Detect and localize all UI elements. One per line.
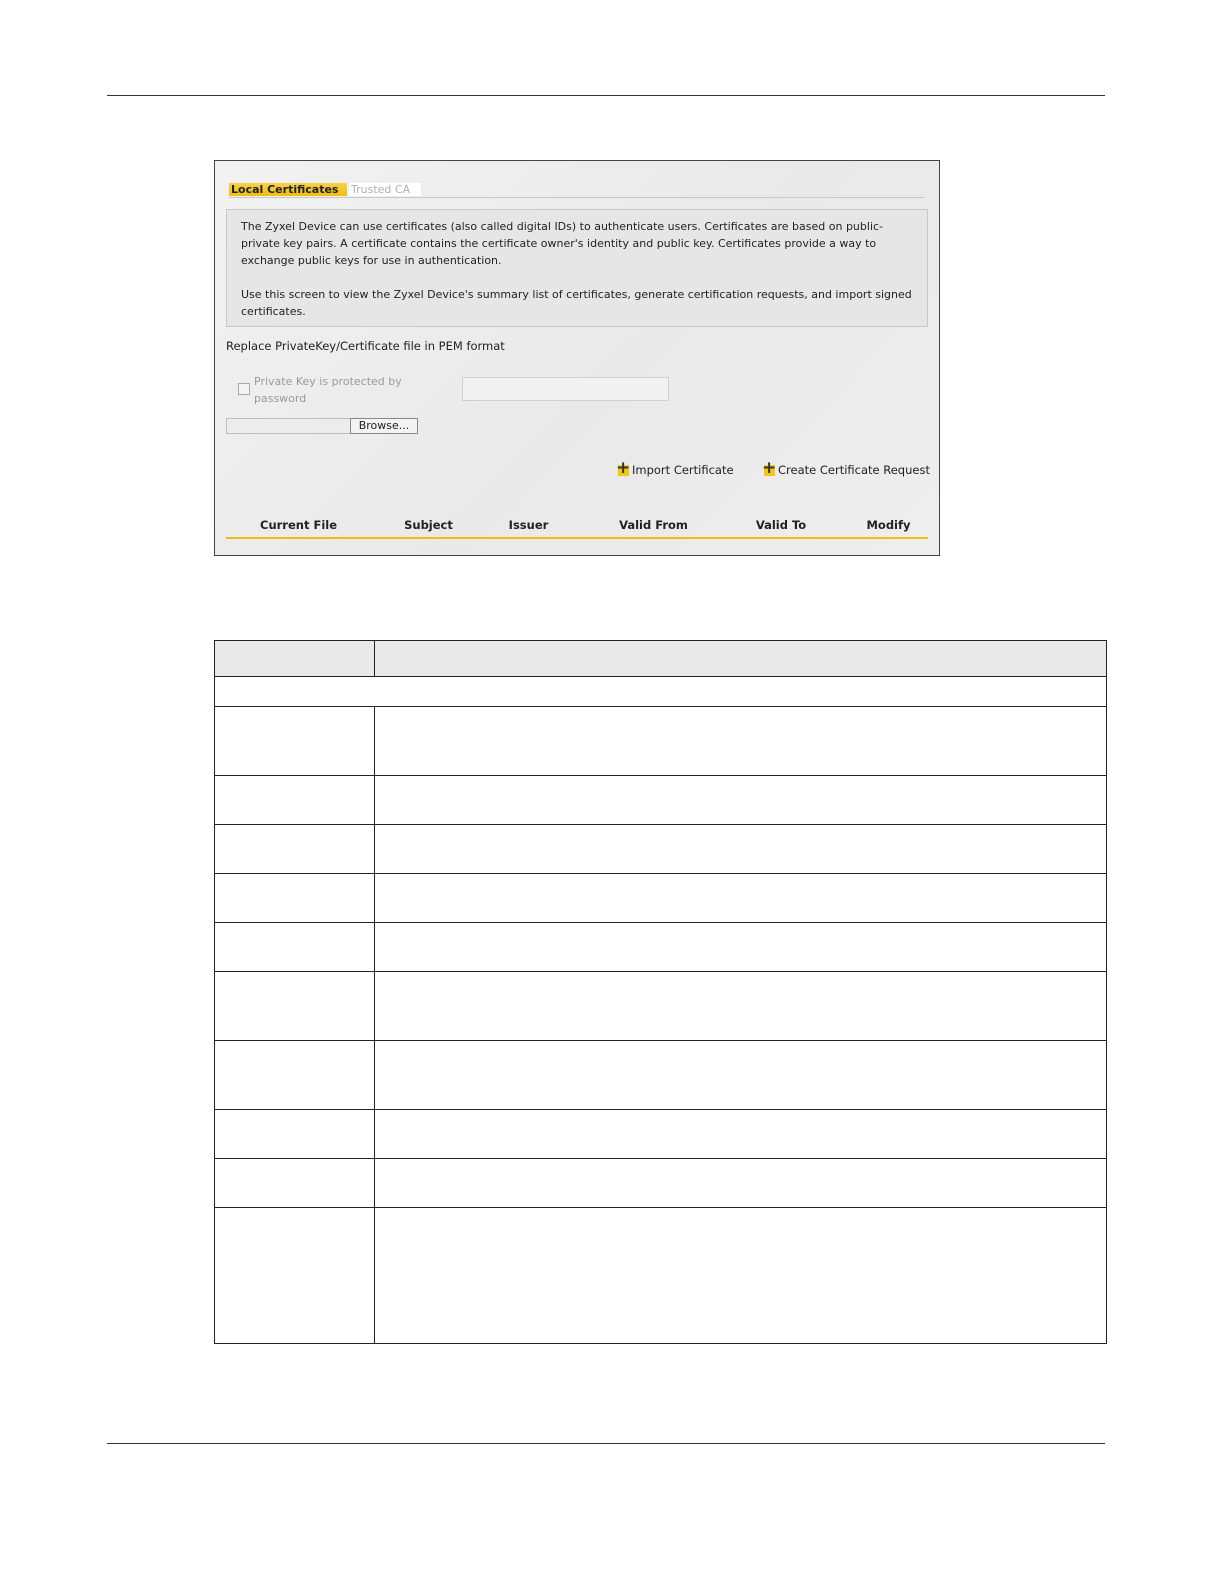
column-modify: Modify [866,518,911,532]
private-key-label: Private Key is protected by password [254,375,402,405]
table-row [215,972,1107,1041]
table-cell [215,776,375,825]
table-cell [375,923,1107,972]
table-cell [215,874,375,923]
column-subject: Subject [404,518,453,532]
local-certificates-screenshot [214,160,940,556]
table-row [215,776,1107,825]
replace-file-label: Replace PrivateKey/Certificate file in PEM format [226,339,505,353]
tab-bar [229,183,925,198]
create-certificate-request-button[interactable] [762,463,930,477]
table-cell [375,1159,1107,1208]
table-cell [375,874,1107,923]
table-cell [215,1159,375,1208]
column-valid-to: Valid To [755,518,807,532]
plus-icon [762,463,776,477]
certificates-table-header [226,517,928,539]
import-certificate-button[interactable] [616,463,734,477]
table-row [215,874,1107,923]
table-row [215,1110,1107,1159]
table-cell [375,972,1107,1041]
tab-trusted-ca[interactable]: Trusted CA [349,183,421,196]
footer-rule [107,1443,1105,1444]
table-cell [375,1041,1107,1110]
table-cell [215,641,375,677]
table-row [215,677,1107,707]
table-header-row [215,641,1107,677]
table-row [215,923,1107,972]
table-cell [215,677,1107,707]
header-rule [107,95,1105,96]
table-row [215,707,1107,776]
column-current-file: Current File [260,518,337,532]
table-cell [215,1110,375,1159]
table-cell [215,825,375,874]
table-cell [375,1110,1107,1159]
plus-icon [616,463,630,477]
table-cell [215,707,375,776]
table-cell [375,776,1107,825]
table-cell [375,825,1107,874]
table-row [215,1041,1107,1110]
private-key-checkbox[interactable] [238,383,250,395]
table-cell [215,1041,375,1110]
browse-button[interactable]: Browse... [350,418,418,434]
tab-local-certificates[interactable]: Local Certificates [229,183,347,196]
column-valid-from: Valid From [619,518,688,532]
create-certificate-request-label: Create Certificate Request [778,463,930,477]
table-row [215,1159,1107,1208]
table-cell [215,923,375,972]
table-cell [215,972,375,1041]
password-input[interactable] [462,377,669,401]
file-path-field[interactable] [226,418,351,434]
table-cell [375,707,1107,776]
column-issuer: Issuer [508,518,549,532]
field-description-table [214,640,1107,1344]
table-cell [215,1208,375,1344]
description-panel [226,209,928,327]
table-cell [375,641,1107,677]
table-row [215,1208,1107,1344]
description-paragraph-2: Use this screen to view the Zyxel Device's summary list of certificates, generate certification requests, and import signed certificates. [241,288,912,318]
table-row [215,825,1107,874]
import-certificate-label: Import Certificate [632,463,734,477]
description-paragraph-1: The Zyxel Device can use certificates (also called digital IDs) to authenticate users. Certificates are based on public-private key pairs. A certificate contains the certificate owner's identity and public key. Certificates provide a way to exchange public keys for use in authentication. [241,220,884,267]
table-cell [375,1208,1107,1344]
